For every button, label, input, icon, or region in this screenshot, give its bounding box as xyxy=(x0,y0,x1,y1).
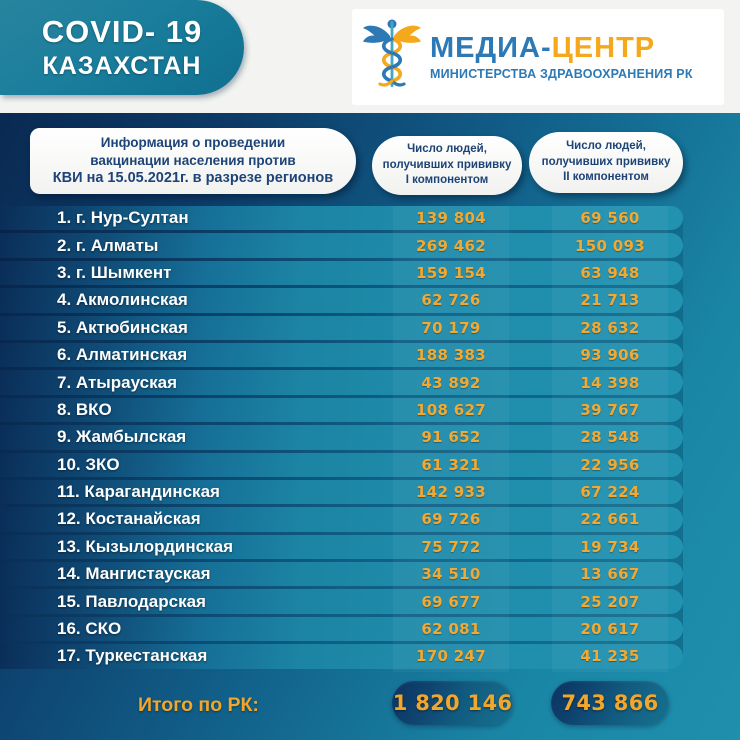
caduceus-icon xyxy=(360,17,424,97)
info-line-2: вакцинации населения против xyxy=(90,152,296,168)
component1-value: 69 677 xyxy=(421,592,481,611)
col1-line1: Число людей, xyxy=(407,143,487,156)
col1-line2: получивших прививку xyxy=(382,158,512,171)
info-card xyxy=(30,128,356,194)
covid-badge-title: COVID- 19 xyxy=(41,14,203,49)
media-center-logo xyxy=(352,9,724,105)
col2-line2: получивших прививку xyxy=(541,155,671,168)
component1-value: 34 510 xyxy=(421,565,481,584)
component2-value: 41 235 xyxy=(580,647,640,666)
table-row xyxy=(0,617,683,641)
table-row xyxy=(0,343,683,367)
covid-badge-subtitle: КАЗАХСТАН xyxy=(42,52,202,80)
component1-value: 269 462 xyxy=(416,236,486,255)
component1-value: 70 179 xyxy=(421,318,481,337)
table-row xyxy=(0,507,683,531)
component1-value: 43 892 xyxy=(421,373,481,392)
component2-value: 25 207 xyxy=(580,592,640,611)
component2-value: 150 093 xyxy=(575,236,645,255)
component2-value: 21 713 xyxy=(580,291,640,310)
component2-value: 13 667 xyxy=(580,565,640,584)
component2-value: 19 734 xyxy=(580,537,640,556)
component2-value: 14 398 xyxy=(580,373,640,392)
table-row xyxy=(0,206,683,230)
component2-value: 67 224 xyxy=(580,483,640,502)
region-name: 1. г. Нур-Султан xyxy=(57,208,189,228)
region-table xyxy=(0,206,683,669)
table-row xyxy=(0,453,683,477)
logo-subtitle: МИНИСТЕРСТВА ЗДРАВООХРАНЕНИЯ РК xyxy=(430,67,693,82)
component1-value: 61 321 xyxy=(421,455,481,474)
col2-line1: Число людей, xyxy=(566,140,646,153)
component2-value: 93 906 xyxy=(580,346,640,365)
logo-title xyxy=(430,33,693,63)
table-row xyxy=(0,644,683,668)
component1-value: 188 383 xyxy=(416,346,486,365)
col2-line3: II компонентом xyxy=(563,171,649,184)
component1-value: 62 081 xyxy=(421,620,481,639)
component1-value: 62 726 xyxy=(421,291,481,310)
total-label: Итого по РК: xyxy=(138,694,259,716)
table-row xyxy=(0,370,683,394)
region-name: 14. Мангистауская xyxy=(57,564,211,584)
region-name: 10. ЗКО xyxy=(57,454,120,474)
region-name: 5. Актюбинская xyxy=(57,317,188,337)
region-name: 13. Кызылординская xyxy=(57,536,233,556)
table-row xyxy=(0,535,683,559)
region-name: 6. Алматинская xyxy=(57,345,188,365)
covid-badge xyxy=(0,0,244,95)
component2-value: 22 956 xyxy=(580,455,640,474)
component1-value: 142 933 xyxy=(416,483,486,502)
region-name: 2. г. Алматы xyxy=(57,235,159,255)
region-name: 3. г. Шымкент xyxy=(57,262,172,282)
header-strip xyxy=(0,0,740,113)
component1-value: 69 726 xyxy=(421,510,481,529)
total-pill-component-2 xyxy=(551,681,669,725)
table-row xyxy=(0,316,683,340)
table-row xyxy=(0,589,683,613)
region-name: 12. Костанайская xyxy=(57,509,201,529)
region-name: 15. Павлодарская xyxy=(57,591,206,611)
component1-value: 170 247 xyxy=(416,647,486,666)
total-value-2: 743 866 xyxy=(561,691,659,715)
region-name: 7. Атырауская xyxy=(57,372,178,392)
component1-value: 159 154 xyxy=(416,263,486,282)
region-name: 8. ВКО xyxy=(57,399,112,419)
region-name: 16. СКО xyxy=(57,619,122,639)
component1-value: 108 627 xyxy=(416,400,486,419)
total-value-1: 1 820 146 xyxy=(392,691,513,715)
logo-title-center: ЦЕНТР xyxy=(551,31,656,64)
col1-line3: I компонентом xyxy=(405,174,489,187)
info-line-3: КВИ на 15.05.2021г. в разрезе регионов xyxy=(52,170,334,187)
component2-value: 28 548 xyxy=(580,428,640,447)
column-header-component-2 xyxy=(529,132,683,193)
logo-title-media: МЕДИА- xyxy=(430,31,552,64)
component2-value: 28 632 xyxy=(580,318,640,337)
main-body xyxy=(0,113,740,740)
table-row xyxy=(0,288,683,312)
table-row xyxy=(0,233,683,257)
component2-value: 20 617 xyxy=(580,620,640,639)
component2-value: 63 948 xyxy=(580,263,640,282)
region-name: 11. Карагандинская xyxy=(57,482,220,502)
component1-value: 75 772 xyxy=(421,537,481,556)
region-name: 17. Туркестанская xyxy=(57,646,208,666)
component2-value: 22 661 xyxy=(580,510,640,529)
component2-value: 39 767 xyxy=(580,400,640,419)
total-pill-component-1 xyxy=(392,681,513,725)
table-row xyxy=(0,480,683,504)
component1-value: 91 652 xyxy=(421,428,481,447)
region-name: 9. Жамбылская xyxy=(57,427,187,447)
region-name: 4. Акмолинская xyxy=(57,290,188,310)
table-row xyxy=(0,261,683,285)
table-row xyxy=(0,562,683,586)
component1-value: 139 804 xyxy=(416,209,486,228)
component2-value: 69 560 xyxy=(580,209,640,228)
table-row xyxy=(0,398,683,422)
info-line-1: Информация о проведении xyxy=(100,135,286,151)
table-row xyxy=(0,425,683,449)
column-header-component-1 xyxy=(372,136,522,195)
logo-text-block xyxy=(430,33,693,81)
